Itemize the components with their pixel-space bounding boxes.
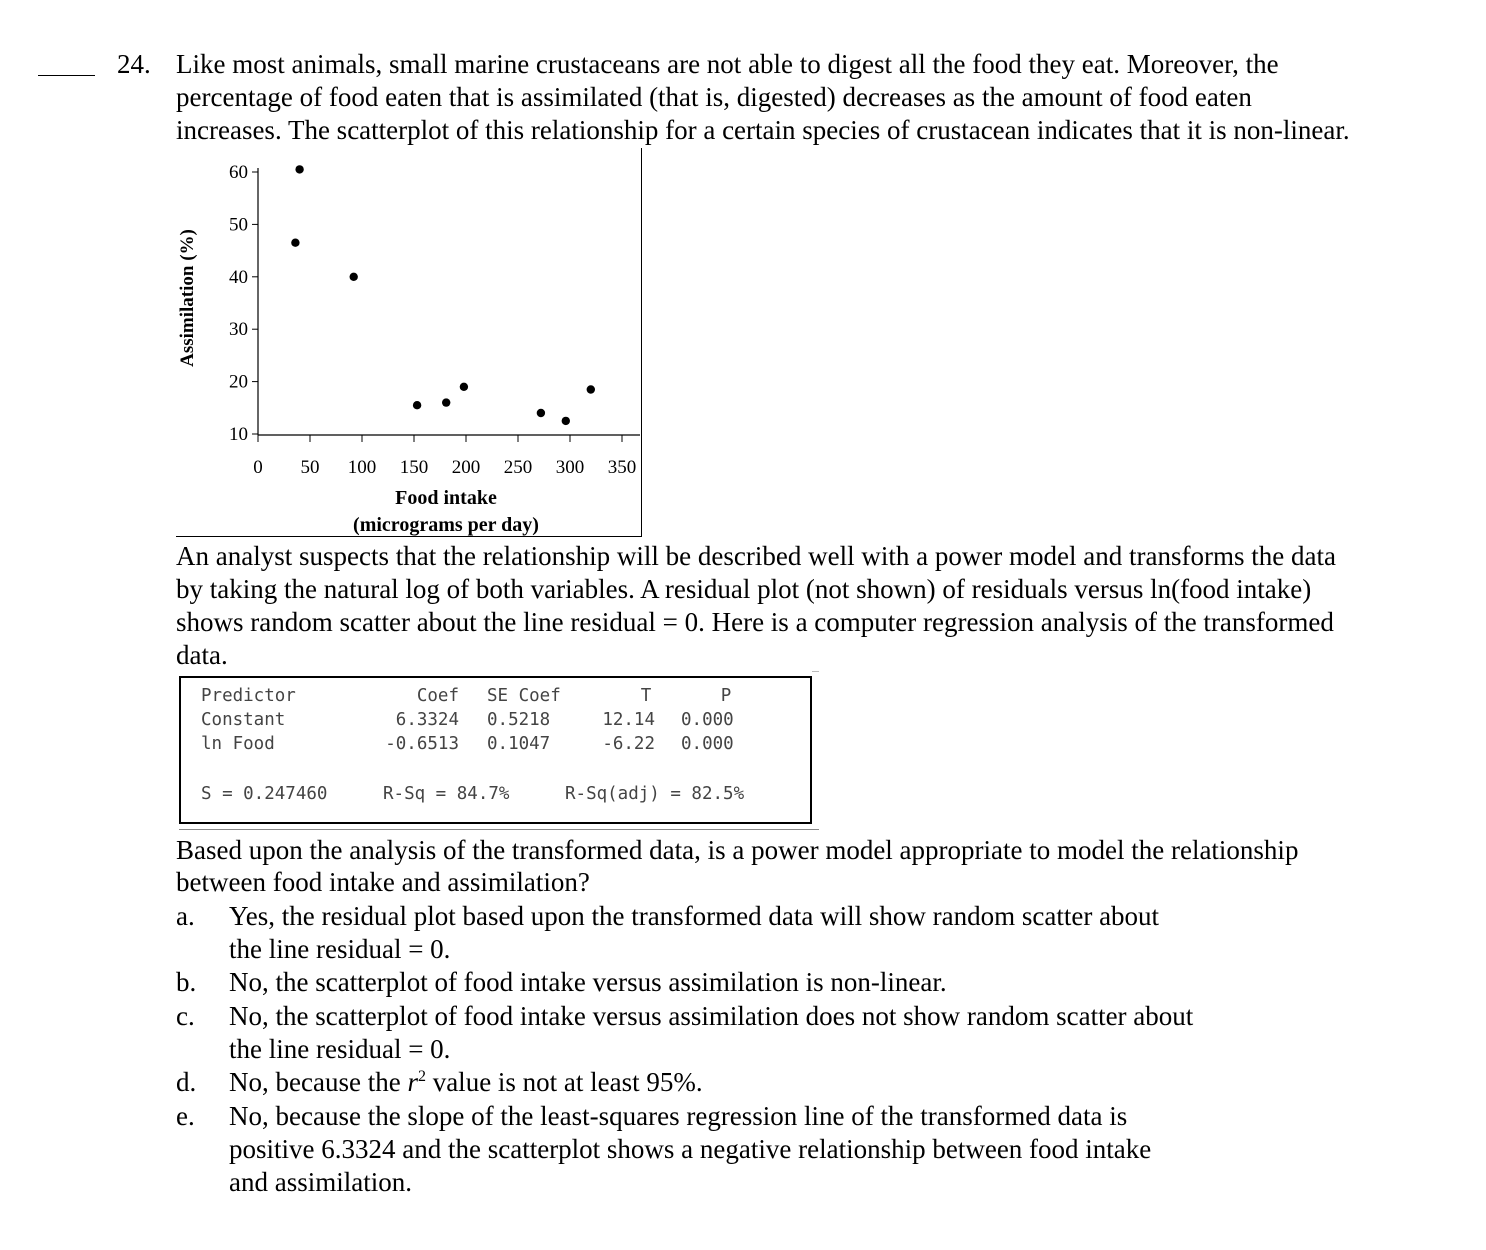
analysis-line-4: data. <box>176 640 228 670</box>
option-d-before: No, because the <box>229 1067 408 1097</box>
x-tick-label: 0 <box>253 457 263 478</box>
data-point <box>587 385 595 393</box>
row-lnfood-se: 0.1047 <box>487 734 551 754</box>
data-point <box>562 417 570 425</box>
data-point <box>295 165 303 173</box>
option-e-line-2: positive 6.3324 and the scatterplot shows a negative relationship between food intake <box>229 1134 1152 1164</box>
data-point <box>413 401 421 409</box>
option-d-variable: r <box>407 1067 418 1097</box>
y-tick-label: 10 <box>229 424 248 445</box>
option-e-letter: e. <box>176 1101 195 1131</box>
option-a-line-2: the line residual = 0. <box>229 934 451 964</box>
x-tick-label: 150 <box>399 457 429 478</box>
scatterplot <box>170 148 645 538</box>
stat-s: S = 0.247460 <box>201 784 328 804</box>
option-c-line-2: the line residual = 0. <box>229 1034 451 1064</box>
y-tick-label: 30 <box>229 319 248 341</box>
y-tick-label: 40 <box>229 266 248 288</box>
option-d-after: value is not at least 95%. <box>425 1067 703 1097</box>
x-tick-label: 250 <box>503 457 533 478</box>
x-tick-label: 300 <box>555 457 585 478</box>
option-b-letter: b. <box>176 967 197 997</box>
option-d-exponent: 2 <box>417 1068 426 1085</box>
header-t: T <box>640 686 652 706</box>
row-lnfood-t: -6.22 <box>602 734 655 754</box>
option-d-text <box>229 1066 703 1099</box>
x-tick-marks <box>258 435 622 442</box>
question-number: 24. <box>117 49 151 79</box>
row-constant-label: Constant <box>201 710 286 730</box>
analysis-line-2: by taking the natural log of both variables. A residual plot (not shown) of residuals versus ln(food intake) <box>176 574 1312 604</box>
row-lnfood-label: ln Food <box>201 734 275 754</box>
data-point <box>442 398 450 406</box>
prompt-line-2: between food intake and assimilation? <box>176 867 590 897</box>
option-c-line-1: No, the scatterplot of food intake versus assimilation does not show random scatter about <box>229 1001 1194 1031</box>
x-axis-label-units: (micrograms per day) <box>353 514 539 536</box>
row-constant-t: 12.14 <box>602 710 655 730</box>
option-a-line-1: Yes, the residual plot based upon the transformed data will show random scatter about <box>229 901 1160 931</box>
y-tick-label: 50 <box>229 214 248 236</box>
x-tick-label: 350 <box>607 457 637 478</box>
row-lnfood-coef: -0.6513 <box>385 734 459 754</box>
intro-line-2: percentage of food eaten that is assimilated (that is, digested) decreases as the amount of food eaten <box>176 82 1252 112</box>
output-box-underline <box>179 829 819 830</box>
row-constant-p: 0.000 <box>681 710 734 730</box>
option-e-line-1: No, because the slope of the least-squares regression line of the transformed data is <box>229 1101 1128 1131</box>
prompt-line-1: Based upon the analysis of the transformed data, is a power model appropriate to model the relationship <box>176 835 1299 865</box>
row-constant-se: 0.5218 <box>487 710 551 730</box>
intro-line-1: Like most animals, small marine crustaceans are not able to digest all the food they eat. Moreover, the <box>176 49 1279 79</box>
header-se-coef: SE Coef <box>487 686 561 706</box>
x-tick-label: 100 <box>347 457 377 478</box>
data-point <box>537 409 545 417</box>
analysis-line-3: shows random scatter about the line residual = 0. Here is a computer regression analysis of the transformed <box>176 607 1334 637</box>
option-a-letter: a. <box>176 901 195 931</box>
stat-rsq-adj: R-Sq(adj) = 82.5% <box>565 784 745 804</box>
option-d-letter: d. <box>176 1067 197 1097</box>
output-box-tick <box>812 671 819 672</box>
intro-line-3: increases. The scatterplot of this relationship for a certain species of crustacean indicates that it is non-linear. <box>176 115 1350 145</box>
answer-blank <box>38 75 95 76</box>
data-point <box>291 239 299 247</box>
header-p: P <box>720 686 732 706</box>
option-b-line-1: No, the scatterplot of food intake versus assimilation is non-linear. <box>229 967 947 997</box>
option-e-line-3: and assimilation. <box>229 1167 412 1197</box>
x-axis-label: Food intake <box>395 487 497 509</box>
y-axis-label: Assimilation (%) <box>177 229 198 367</box>
data-points <box>291 165 595 425</box>
row-lnfood-p: 0.000 <box>681 734 734 754</box>
analysis-line-1: An analyst suspects that the relationship will be described well with a power model and transforms the data <box>176 541 1336 571</box>
header-predictor: Predictor <box>201 686 296 706</box>
x-tick-label: 50 <box>300 457 320 478</box>
stat-rsq: R-Sq = 84.7% <box>383 784 510 804</box>
y-tick-label: 60 <box>229 162 248 183</box>
row-constant-coef: 6.3324 <box>395 710 459 730</box>
header-coef: Coef <box>416 686 459 706</box>
regression-output <box>179 676 812 824</box>
x-tick-label: 200 <box>451 457 481 478</box>
data-point <box>460 383 468 391</box>
option-c-letter: c. <box>176 1001 195 1031</box>
y-tick-label: 20 <box>229 371 248 393</box>
y-tick-marks <box>252 172 258 434</box>
data-point <box>350 273 358 281</box>
